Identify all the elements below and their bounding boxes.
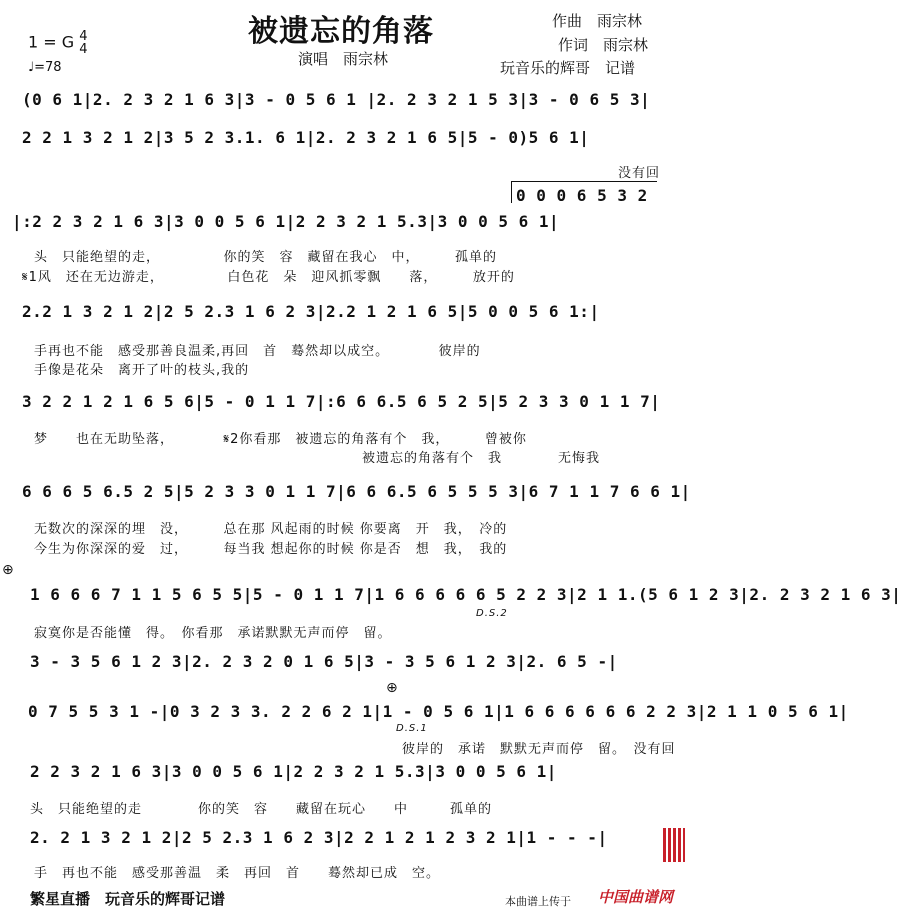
notation-line-8: 1 6 6 6 7 1 1 5 6 5 5|5 - 0 1 1 7|1 6 6 6 6 6 5 2 2 3|2 1 1.(5 6 1 2 3|2. 2 3 2 1 6 3| [30, 585, 901, 604]
site-logo[interactable]: 中国曲谱网 [598, 888, 674, 906]
lyric-line-6a: 梦 也在无助坠落， 𝄋2你看那 被遗忘的角落有个 我， 曾被你 [34, 432, 527, 447]
footer-credit: 繁星直播 玩音乐的辉哥记谱 [30, 890, 226, 908]
lyric-line-5b: 手像是花朵 离开了叶的枝头,我的 [34, 363, 250, 378]
transcriber-credit: 玩音乐的辉哥 记谱 [500, 59, 636, 77]
coda-icon: ⊕ [386, 680, 398, 696]
lyric-line-4b: 𝄋1风 还在无边游走， 白色花 朵 迎风抓零飘 落， 放开的 [22, 270, 515, 285]
lyric-line-10a: 彼岸的 承诺 默默无声而停 留。 没有回 [402, 742, 676, 757]
tempo-marking: ♩=78 [28, 60, 62, 75]
coda-icon: ⊕ [2, 562, 14, 578]
upload-note: 本曲谱上传于 [505, 895, 571, 908]
ds2-marking: D.S.2 [476, 608, 508, 619]
ds1-marking: D.S.1 [396, 723, 428, 734]
notation-line-5: 2.2 1 3 2 1 2|2 5 2.3 1 6 2 3|2.2 1 2 1 6 5|5 0 0 5 6 1:| [22, 302, 600, 321]
lyricist-credit: 作词 雨宗林 [558, 36, 649, 54]
lyric-line-12a: 手 再也不能 感受那善温 柔 再回 首 蓦然却已成 空。 [34, 866, 441, 881]
notation-line-2: 2 2 1 3 2 1 2|3 5 2 3.1. 6 1|2. 2 3 2 1 6 5|5 - 0)5 6 1| [22, 128, 590, 147]
composer-credit: 作曲 雨宗林 [552, 12, 643, 30]
time-top: 4 [79, 29, 88, 44]
lyric-line-7a: 无数次的深深的埋 没， 总在那 风起雨的时候 你要离 开 我， 冷的 [34, 522, 508, 537]
notation-line-3: 0 0 0 6 5 3 2 [516, 186, 648, 205]
notation-line-9: 3 - 3 5 6 1 2 3|2. 2 3 2 0 1 6 5|3 - 3 5 6 1 2 3|2. 6 5 -| [30, 652, 618, 671]
key-label: 1 = G [28, 32, 75, 52]
lyric-line-6b: 被遗忘的角落有个 我 无悔我 [362, 451, 601, 466]
performer-credit: 演唱 雨宗林 [298, 50, 389, 68]
notation-line-6: 3 2 2 1 2 1 6 5 6|5 - 0 1 1 7|:6 6 6.5 6 5 2 5|5 2 3 3 0 1 1 7| [22, 392, 661, 411]
notation-line-12: 2. 2 1 3 2 1 2|2 5 2.3 1 6 2 3|2 2 1 2 1 2 3 2 1|1 - - -| [30, 828, 608, 847]
key-signature [28, 30, 88, 56]
notation-line-7: 6 6 6 5 6.5 2 5|5 2 3 3 0 1 1 7|6 6 6.5 6 5 5 5 3|6 7 1 1 7 6 6 1| [22, 482, 691, 501]
notation-line-10: 0 7 5 5 3 1 -|0 3 2 3 3. 2 2 6 2 1|1 - 0 5 6 1|1 6 6 6 6 6 6 2 2 3|2 1 1 0 5 6 1| [28, 702, 849, 721]
lyric-line-11a: 头 只能绝望的走 你的笑 容 藏留在玩心 中 孤单的 [30, 802, 493, 817]
score-title: 被遗忘的角落 [248, 14, 434, 49]
time-signature [79, 30, 87, 56]
notation-line-4: |:2 2 3 2 1 6 3|3 0 0 5 6 1|2 2 3 2 1 5.3|3 0 0 5 6 1| [12, 212, 560, 231]
barline-decoration [663, 828, 685, 862]
notation-line-1: (0 6 1|2. 2 3 2 1 6 3|3 - 0 5 6 1 |2. 2 3 2 1 5 3|3 - 0 6 5 3| [22, 90, 651, 109]
volta-bracket [511, 181, 657, 182]
lyric-line-2a: 没有回 [618, 166, 661, 181]
lyric-line-8a: 寂寞你是否能懂 得。 你看那 承诺默默无声而停 留。 [34, 626, 392, 641]
notation-line-11: 2 2 3 2 1 6 3|3 0 0 5 6 1|2 2 3 2 1 5.3|3 0 0 5 6 1| [30, 762, 557, 781]
time-bottom: 4 [79, 42, 88, 57]
lyric-line-7b: 今生为你深深的爱 过， 每当我 想起你的时候 你是否 想 我， 我的 [34, 542, 508, 557]
volta-bracket-edge [511, 181, 512, 203]
lyric-line-5a: 手再也不能 感受那善良温柔,再回 首 蓦然却以成空。 彼岸的 [34, 344, 481, 359]
lyric-line-4a: 头 只能绝望的走， 你的笑 容 藏留在我心 中， 孤单的 [34, 250, 498, 265]
